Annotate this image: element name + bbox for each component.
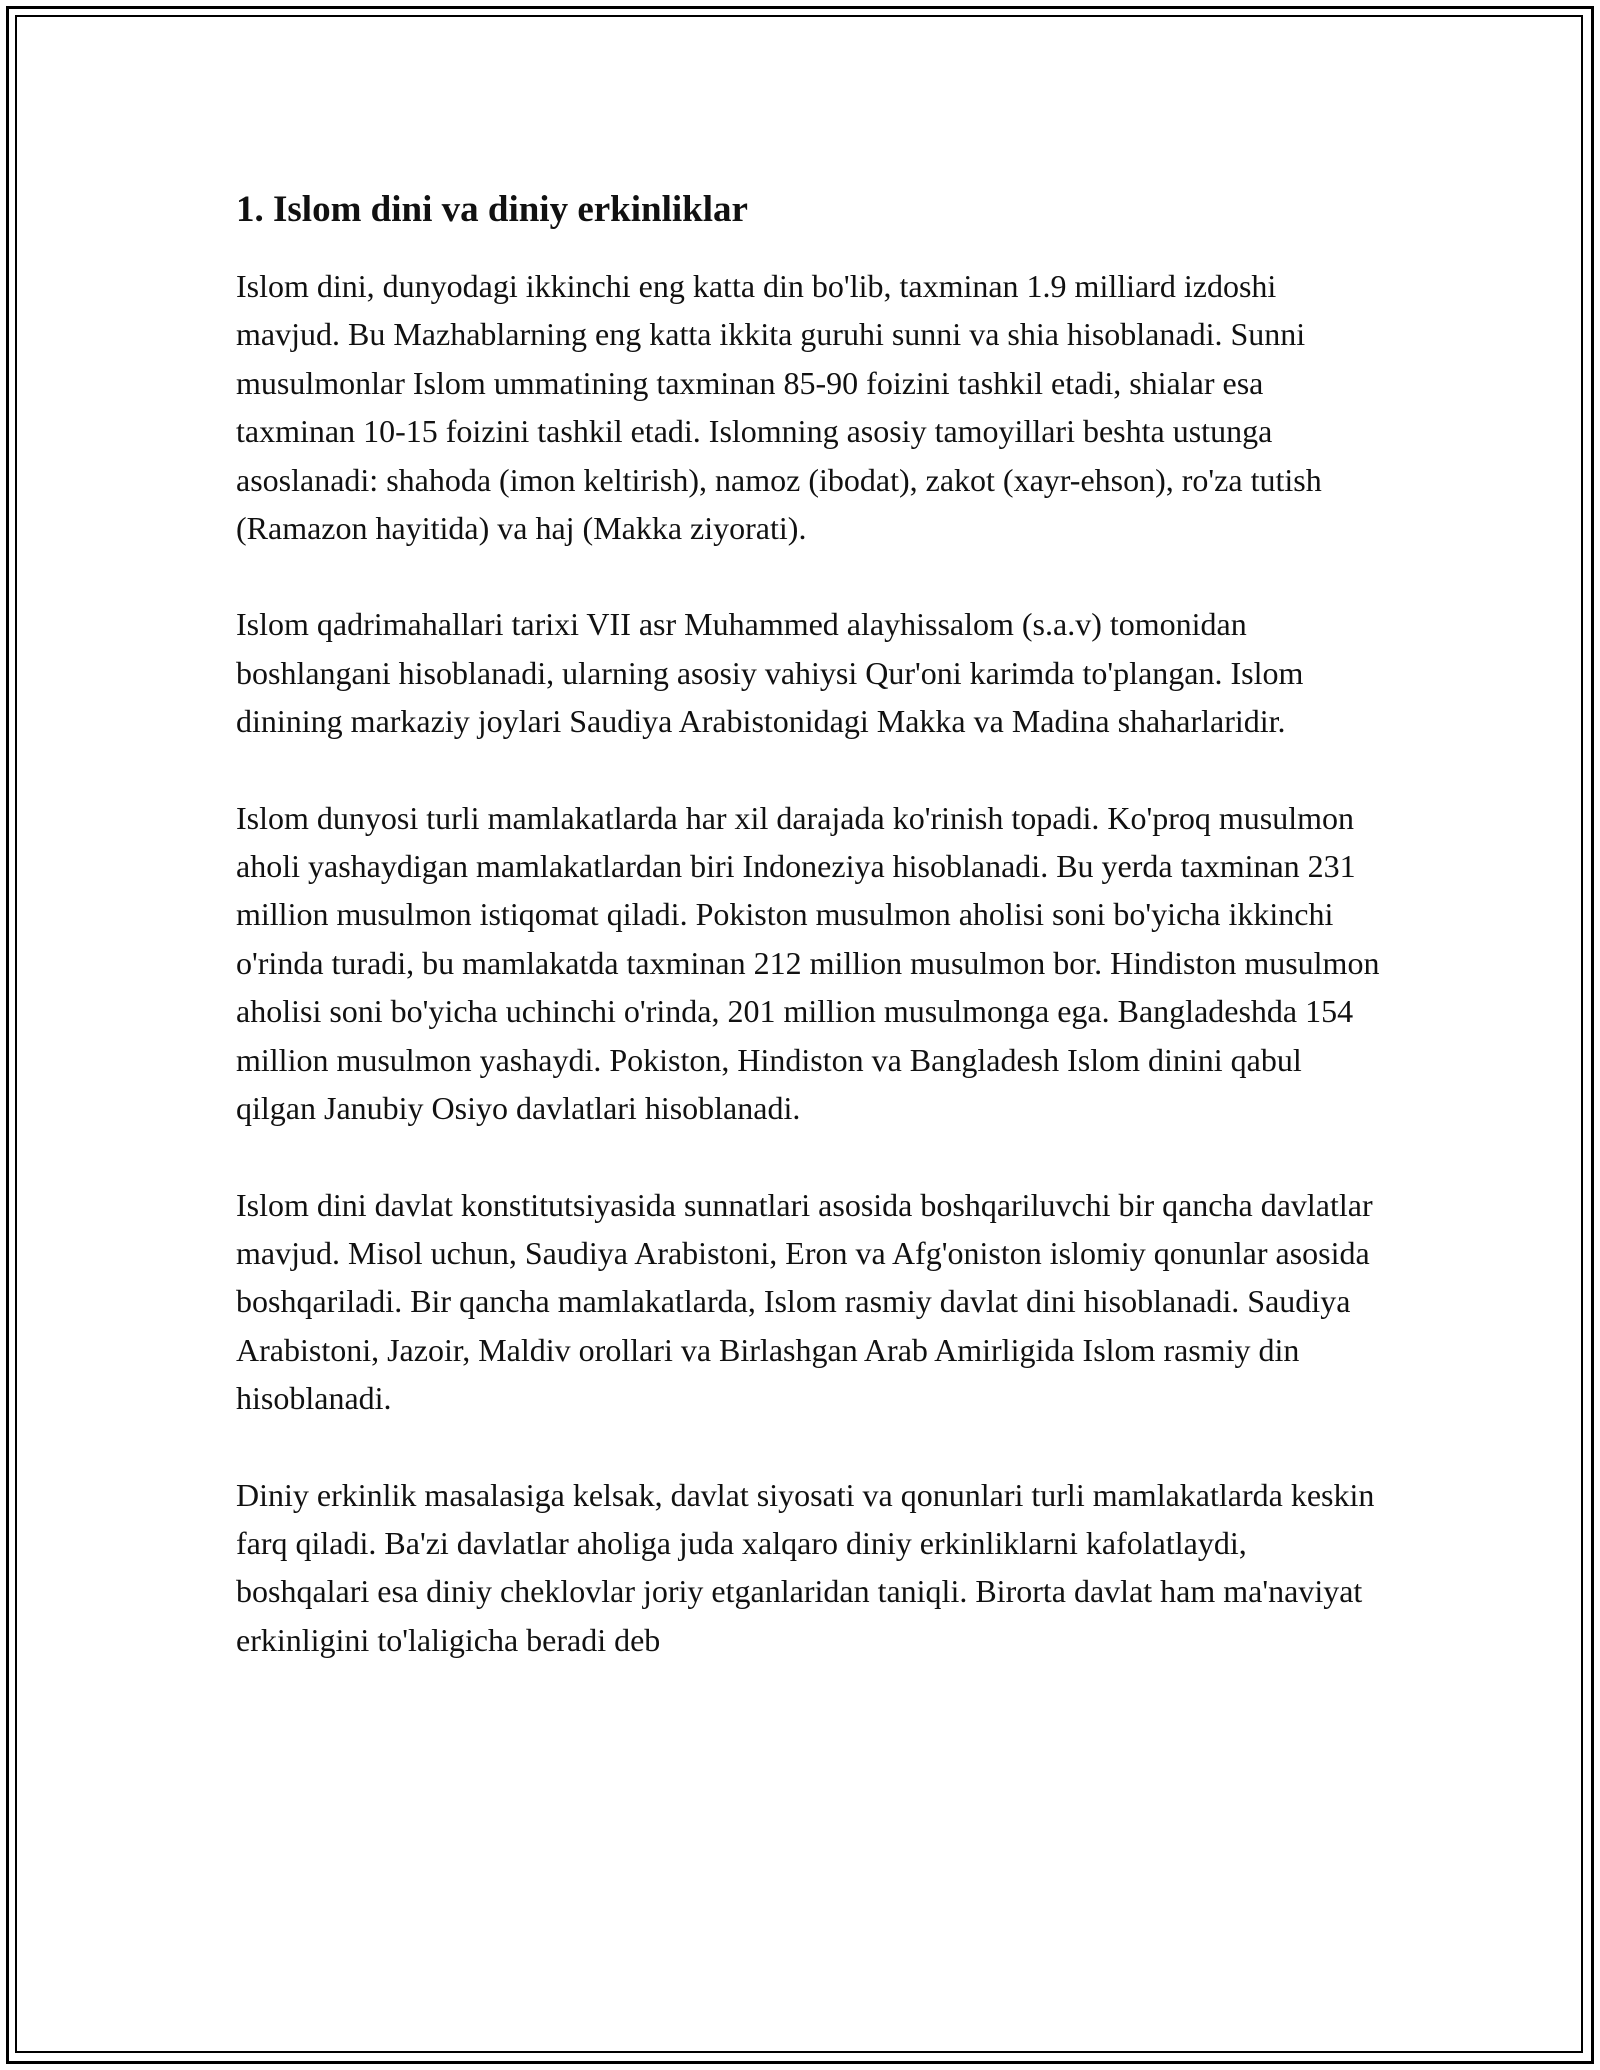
document-body xyxy=(236,186,1386,1712)
paragraph-3: Islom dunyosi turli mamlakatlarda har xil darajada ko'rinish topadi. Ko'proq musulmon aholi yashaydigan mamlakatlardan biri Indoneziya hisoblanadi. Bu yerda taxminan 231 million musulmon istiqomat qiladi. Pokiston musulmon aholisi soni bo'yicha ikkinchi o'rinda turadi, bu mamlakatda taxminan 212 million musulmon bor. Hindiston musulmon aholisi soni bo'yicha uchinchi o'rinda, 201 million musulmonga ega. Bangladeshda 154 million musulmon yashaydi. Pokiston, Hindiston va Bangladesh Islom dinini qabul qilgan Janubiy Osiyo davlatlari hisoblanadi. xyxy=(236,799,1380,1127)
paragraph-1: Islom dini, dunyodagi ikkinchi eng katta din bo'lib, taxminan 1.9 milliard izdoshi mavjud. Bu Mazhablarning eng katta ikkita guruhi sunni va shia hisoblanadi. Sunni musulmonlar Islom ummatining taxminan 85-90 foizini tashkil etadi, shialar esa taxminan 10-15 foizini tashkil etadi. Islomning asosiy tamoyillari beshta ustunga asoslanadi: shahoda (imon keltirish), namoz (ibodat), zakot (xayr-ehson), ro'za tutish (Ramazon hayitida) va haj (Makka ziyorati). xyxy=(236,268,1322,547)
section-heading: 1. Islom dini va diniy erkinliklar xyxy=(236,189,748,230)
paragraph-5: Diniy erkinlik masalasiga kelsak, davlat siyosati va qonunlari turli mamlakatlarda keskin farq qiladi. Ba'zi davlatlar aholiga juda xalqaro diniy erkinliklarni kafolatlaydi, boshqalari esa diniy cheklovlar joriy etganlaridan taniqli. Birorta davlat ham ma'naviyat erkinligini to'laligicha beradi deb xyxy=(236,1476,1375,1658)
paragraph-2: Islom qadrimahallari tarixi VII asr Muhammed alayhissalom (s.a.v) tomonidan boshlangani hisoblanadi, ularning asosiy vahiysi Qur'oni karimda to'plangan. Islom dinining markaziy joylari Saudiya Arabistonidagi Makka va Madina shaharlaridir. xyxy=(236,606,1304,740)
paragraph-4: Islom dini davlat konstitutsiyasida sunnatlari asosida boshqariluvchi bir qancha davlatlar mavjud. Misol uchun, Saudiya Arabistoni, Eron va Afg'oniston islomiy qonunlar asosida boshqariladi. Bir qancha mamlakatlarda, Islom rasmiy davlat dini hisoblanadi. Saudiya Arabistoni, Jazoir, Maldiv orollari va Birlashgan Arab Amirligida Islom rasmiy din hisoblanadi. xyxy=(236,1186,1373,1417)
